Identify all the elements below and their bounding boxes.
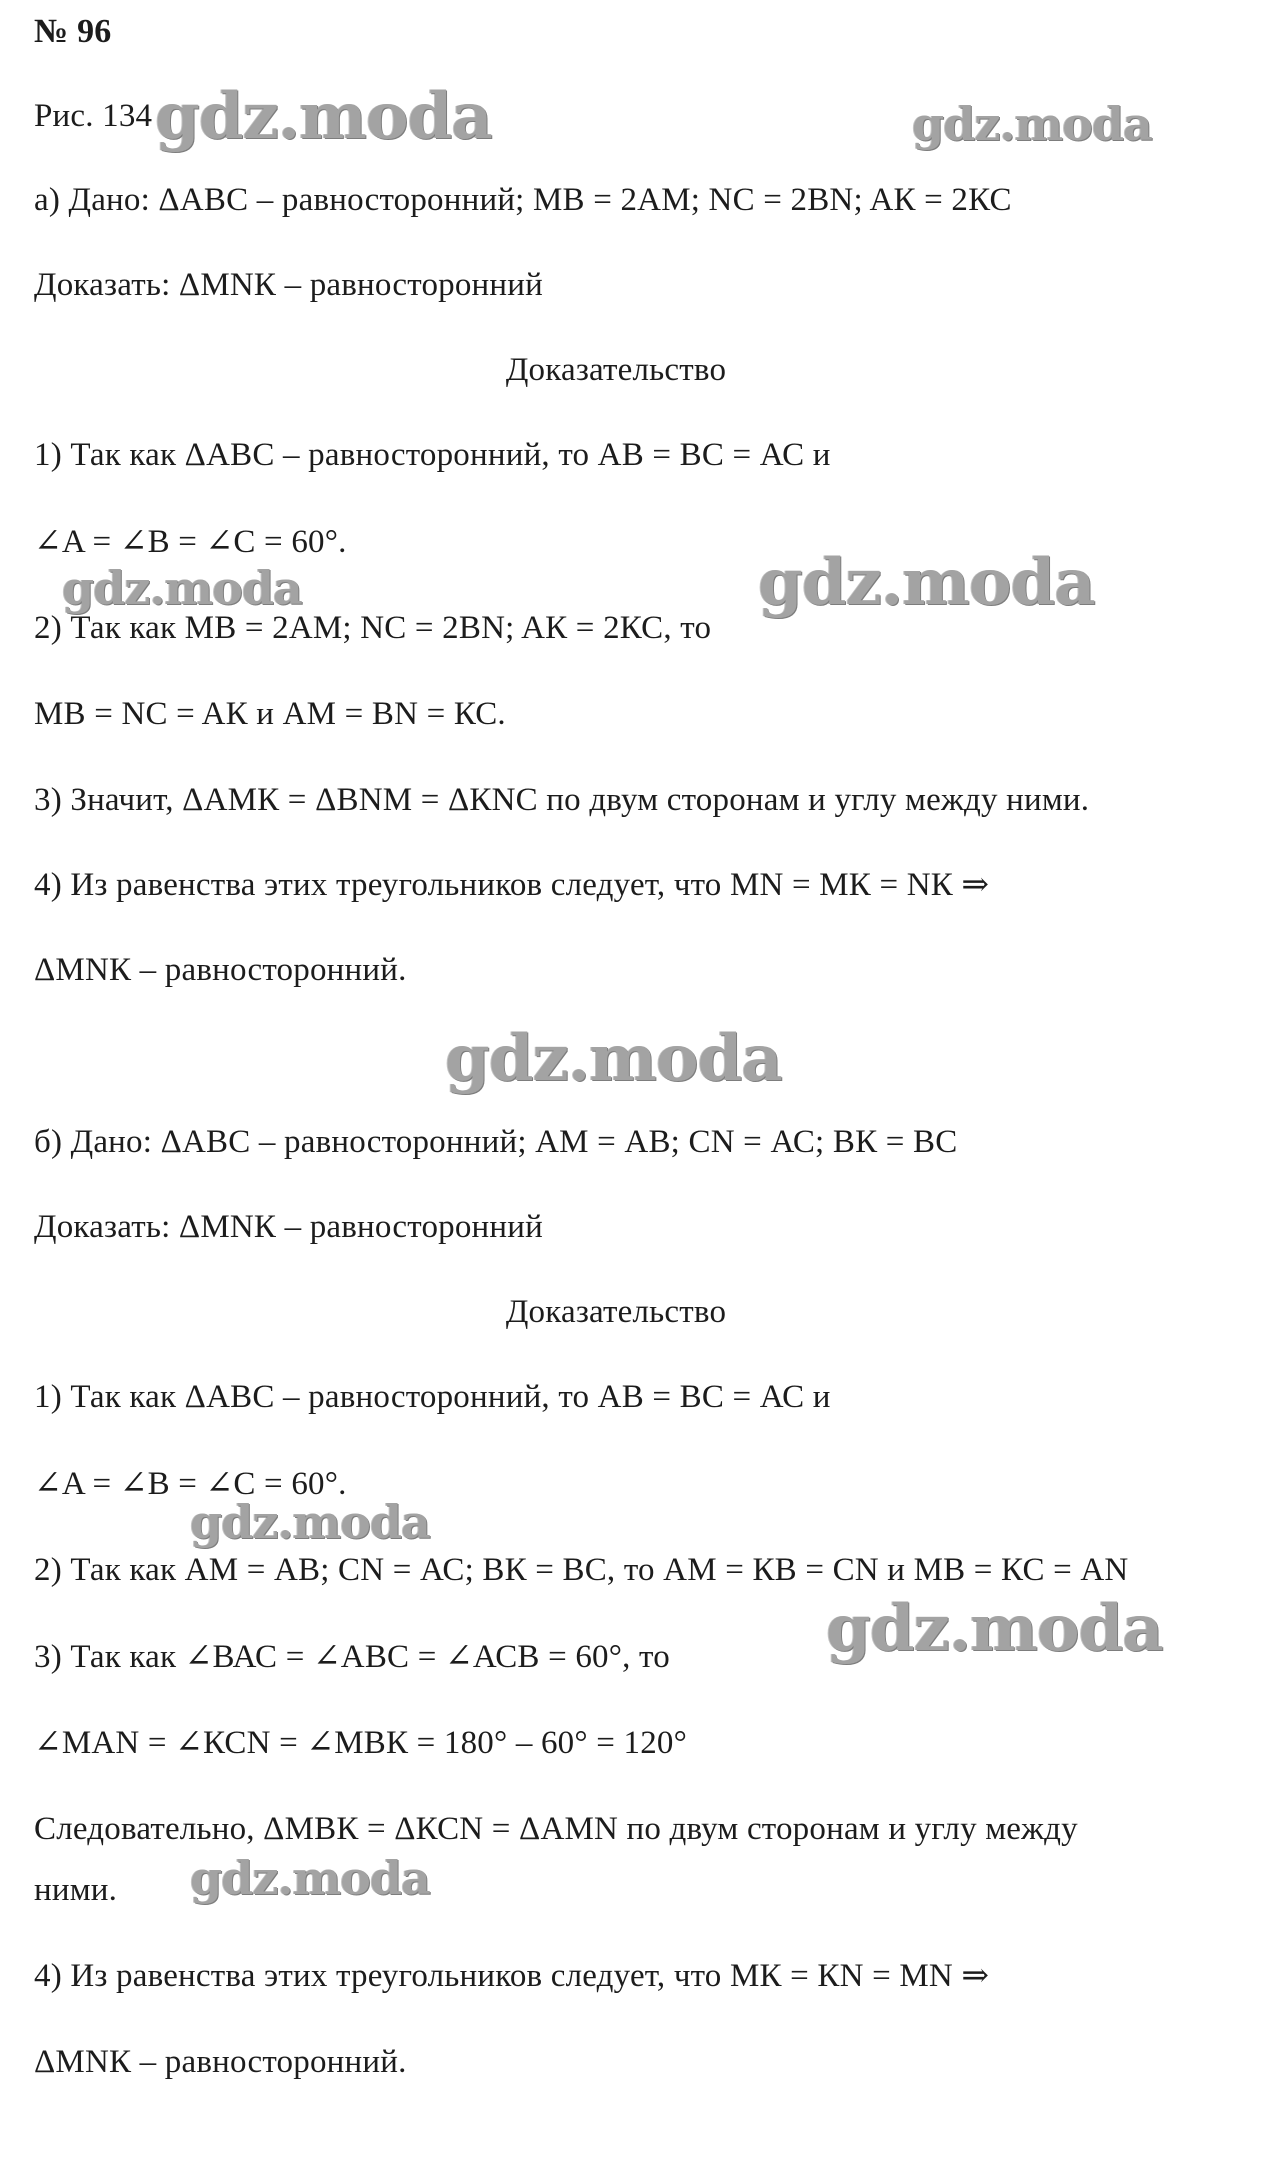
part-b-step-2: 2) Так как АМ = АВ; CN = АС; ВК = ВС, то АМ = КВ = CN и МВ = КС = AN bbox=[34, 1552, 1129, 1588]
part-b-consequence-cont: ними. bbox=[34, 1872, 118, 1908]
watermark: gdz.moda bbox=[912, 97, 1152, 151]
part-a-step-3: 3) Значит, ΔАМК = ΔBNM = ΔКNC по двум сторонам и углу между ними. bbox=[34, 782, 1090, 818]
part-b-step-1-angles: ∠A = ∠B = ∠C = 60°. bbox=[34, 1466, 347, 1502]
part-b-prove: Доказать: ΔMNК – равносторонний bbox=[34, 1209, 543, 1245]
watermark: gdz.moda bbox=[758, 545, 1095, 620]
figure-reference: Рис. 134 bbox=[34, 98, 153, 134]
part-a-prove: Доказать: ΔMNК – равносторонний bbox=[34, 267, 543, 303]
problem-number: № 96 bbox=[34, 13, 112, 50]
part-a-step-4: 4) Из равенства этих треугольников следует, что MN = МК = NК ⇒ bbox=[34, 867, 990, 903]
part-b-step-3: 3) Так как ∠ВАС = ∠АВС = ∠АСВ = 60°, то bbox=[34, 1639, 670, 1675]
part-a-step-1: 1) Так как ΔАВС – равносторонний, то АВ = ВС = АС и bbox=[34, 437, 831, 473]
part-a-step-2-result: MB = NC = AК и AM = BN = КС. bbox=[34, 696, 506, 732]
watermark: gdz.moda bbox=[445, 1021, 782, 1096]
part-b-step-3-angles: ∠МАN = ∠КСN = ∠МВК = 180° – 60° = 120° bbox=[34, 1725, 687, 1761]
part-b-conclusion: ΔMNК – равносторонний. bbox=[34, 2044, 407, 2080]
watermark: gdz.moda bbox=[826, 1591, 1163, 1666]
watermark: gdz.moda bbox=[190, 1851, 430, 1905]
part-a-step-2: 2) Так как МВ = 2АМ; NC = 2BN; AК = 2КС, то bbox=[34, 610, 712, 646]
part-a-conclusion: ΔMNК – равносторонний. bbox=[34, 952, 407, 988]
part-b-consequence: Следовательно, ΔМВК = ΔКСN = ΔАМN по двум сторонам и углу между bbox=[34, 1811, 1078, 1847]
watermark: gdz.moda bbox=[62, 561, 302, 615]
part-a-step-1-angles: ∠A = ∠B = ∠C = 60°. bbox=[34, 524, 347, 560]
part-b-step-4: 4) Из равенства этих треугольников следует, что МК = КN = MN ⇒ bbox=[34, 1958, 990, 1994]
part-b-given: б) Дано: ΔАВС – равносторонний; АМ = АВ; CN = АС; ВК = ВС bbox=[34, 1124, 958, 1160]
watermark: gdz.moda bbox=[155, 79, 492, 154]
part-b-proof-heading: Доказательство bbox=[505, 1294, 727, 1330]
watermark: gdz.moda bbox=[190, 1495, 430, 1549]
part-b-step-1: 1) Так как ΔАВС – равносторонний, то АВ = ВС = АС и bbox=[34, 1379, 831, 1415]
part-a-proof-heading: Доказательство bbox=[505, 352, 727, 388]
part-a-given: а) Дано: ΔАВС – равносторонний; МВ = 2АМ; NC = 2BN; AК = 2КС bbox=[34, 182, 1012, 218]
